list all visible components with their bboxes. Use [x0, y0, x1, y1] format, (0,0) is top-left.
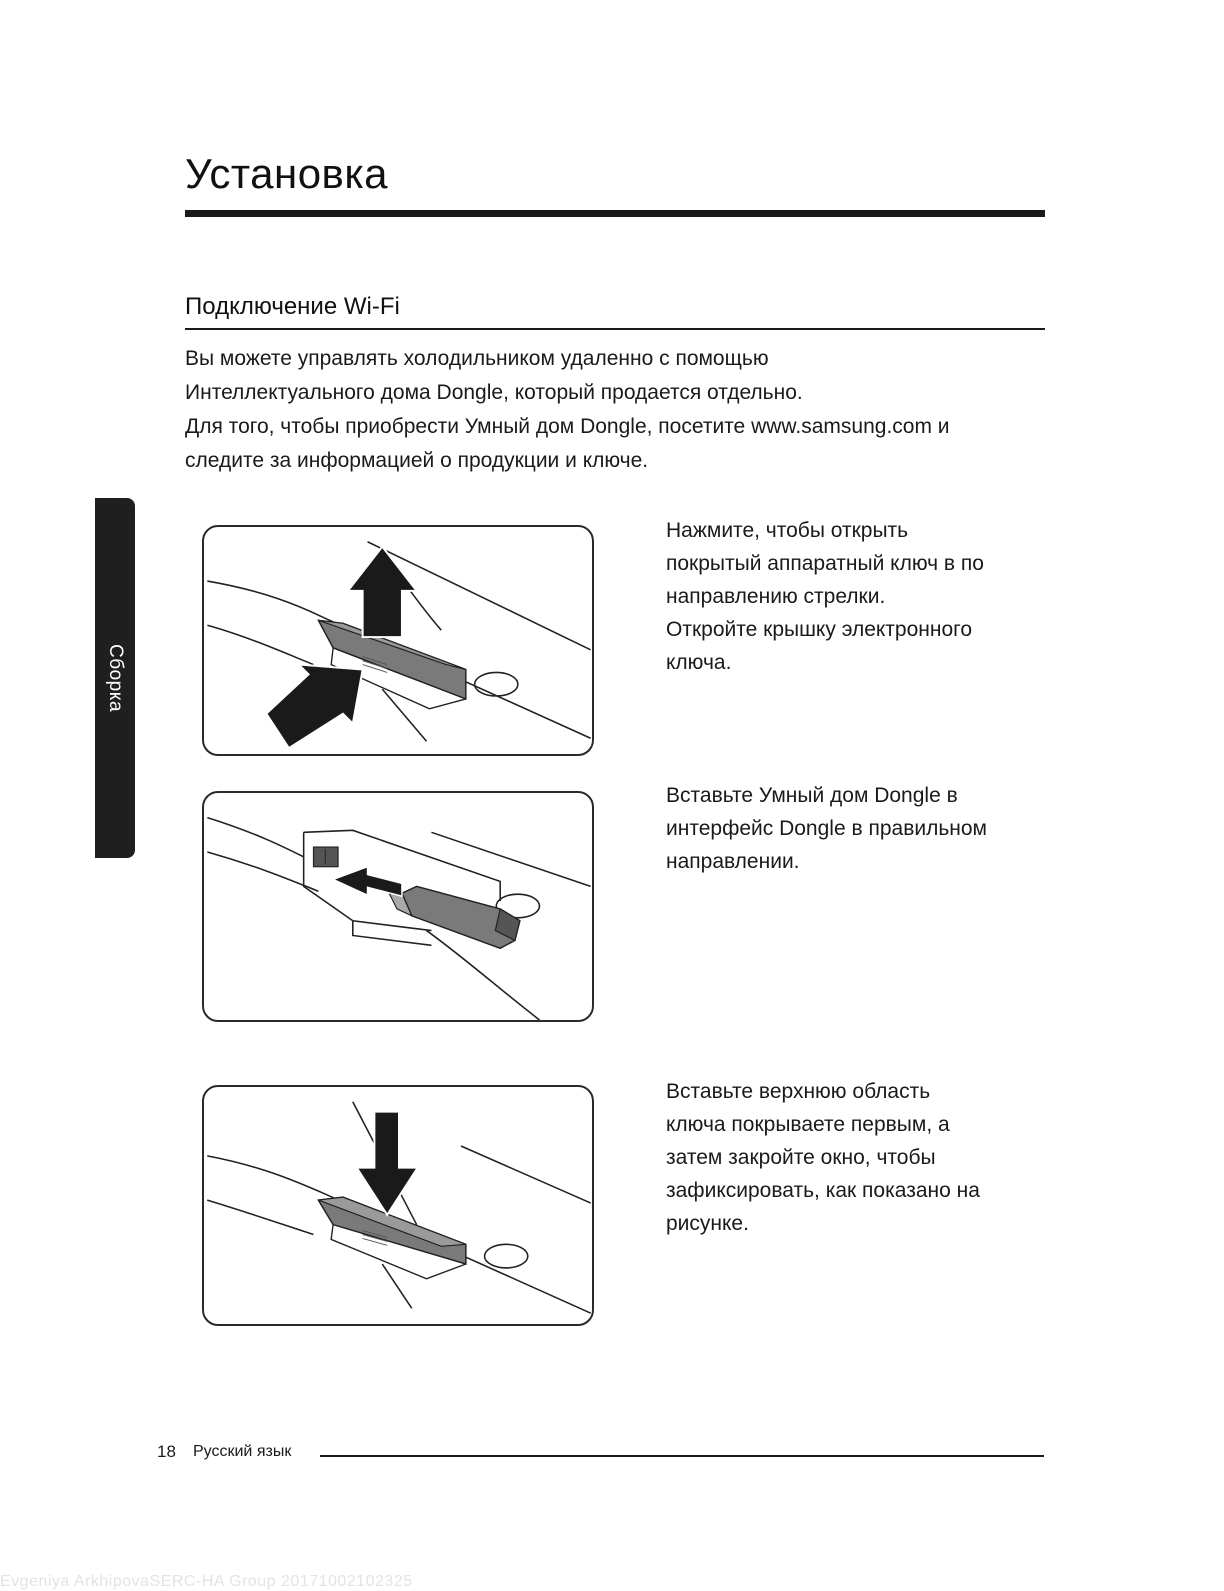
insert-dongle-illustration — [204, 793, 592, 1020]
intro-line: следите за информацией о продукции и ключе. — [185, 449, 649, 472]
step-2-text — [666, 779, 1046, 878]
section-divider — [185, 328, 1045, 330]
footer-divider — [320, 1455, 1044, 1457]
step-line: затем закройте окно, чтобы — [666, 1146, 936, 1169]
footer-watermark: Evgeniya ArkhipovaSERC-HA Group 20171002102325 — [0, 1573, 413, 1590]
step-2-illustration — [202, 791, 594, 1022]
step-line: зафиксировать, как показано на — [666, 1179, 980, 1202]
step-line: Вставьте Умный дом Dongle в — [666, 784, 958, 807]
step-line: рисунке. — [666, 1212, 749, 1235]
page-title: Установка — [185, 150, 389, 197]
title-divider — [185, 210, 1045, 217]
step-line: ключа покрываете первым, а — [666, 1113, 950, 1136]
step-1-illustration — [202, 525, 594, 756]
chapter-side-tab — [95, 498, 135, 858]
intro-paragraph — [185, 342, 1055, 478]
footer-language: Русский язык — [193, 1443, 292, 1460]
chapter-side-tab-label: Сборка — [105, 643, 126, 713]
intro-line: Для того, чтобы приобрести Умный дом Dongle, посетите www.samsung.com и — [185, 415, 950, 438]
step-line: Откройте крышку электронного — [666, 618, 973, 641]
step-line: Нажмите, чтобы открыть — [666, 519, 909, 542]
step-line: покрытый аппаратный ключ в по — [666, 552, 984, 575]
page-number: 18 — [157, 1442, 176, 1461]
step-1-text — [666, 514, 1046, 679]
intro-line: Вы можете управлять холодильником удаленно с помощью — [185, 347, 769, 370]
step-line: направлении. — [666, 850, 800, 873]
close-cover-illustration — [204, 1087, 592, 1324]
open-cover-illustration — [204, 527, 592, 754]
step-line: направлению стрелки. — [666, 585, 886, 608]
step-line: интерфейс Dongle в правильном — [666, 817, 987, 840]
section-heading: Подключение Wi-Fi — [185, 293, 400, 320]
intro-line: Интеллектуального дома Dongle, который продается отдельно. — [185, 381, 803, 404]
step-line: Вставьте верхнюю область — [666, 1080, 931, 1103]
step-3-illustration — [202, 1085, 594, 1326]
step-line: ключа. — [666, 651, 732, 674]
step-3-text — [666, 1075, 1046, 1240]
